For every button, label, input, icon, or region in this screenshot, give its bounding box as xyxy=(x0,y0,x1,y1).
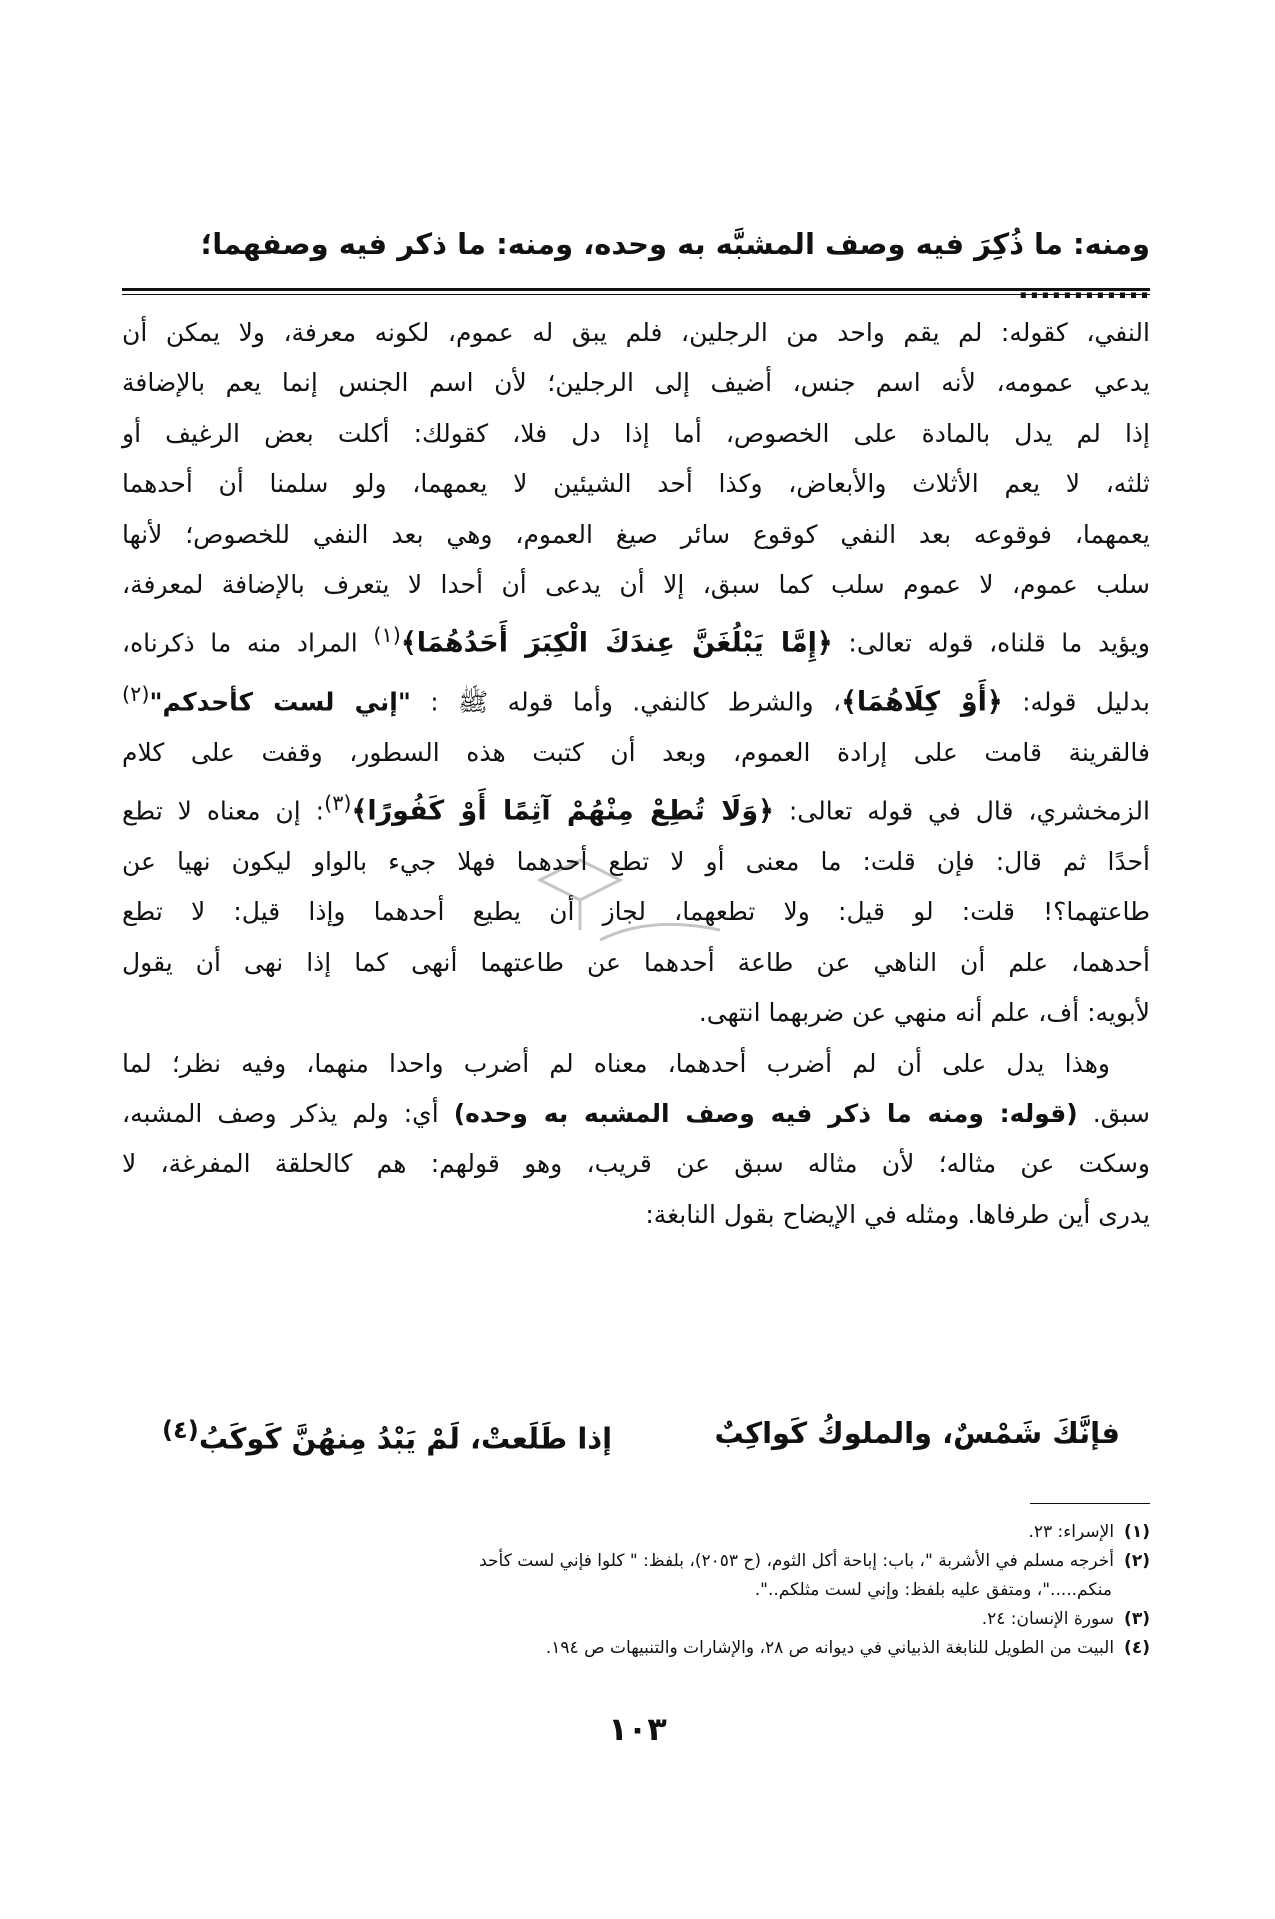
footnote xyxy=(122,1605,1150,1634)
text-segment: بدليل قوله: xyxy=(1002,687,1150,717)
text-line: لأبويه: أف، علم أنه منهي عن ضربهما انتهى. xyxy=(698,998,1150,1028)
library-stamp-watermark xyxy=(520,820,740,980)
footnote-number: (٤) xyxy=(1124,1638,1150,1658)
text-line: وسكت عن مثاله؛ لأن مثاله سبق عن قريب، وهو قولهم: هم كالحلقة المفرغة، لا xyxy=(122,1149,1150,1179)
footnote-separator xyxy=(1030,1503,1150,1504)
footnote-number: (٢) xyxy=(1124,1551,1150,1571)
header-rule xyxy=(122,288,1150,291)
text-segment: المراد منه ما ذكرناه، xyxy=(122,628,374,658)
footnote-text: البيت من الطويل للنابغة الذبياني في ديوانه ص ٢٨، والإشارات والتنبيهات ص ١٩٤. xyxy=(545,1638,1115,1658)
text-line: يدرى أين طرفاها. ومثله في الإيضاح بقول النابغة: xyxy=(645,1199,1150,1229)
text-line: ثلثه، لا يعم الأثلاث والأبعاض، وكذا أحد الشيئين لا يعمهما، ولو سلمنا أن أحدهما xyxy=(122,469,1150,499)
footnote-text-continued: منكم....."، ومتفق عليه بلفظ: وإني لست مثلكم..". xyxy=(754,1580,1112,1600)
verse-hemistich-2 xyxy=(162,1416,612,1456)
text-segment: ويؤيد ما قلناه، قوله تعالى: xyxy=(832,628,1150,658)
text-line xyxy=(122,669,1150,728)
text-segment: الزمخشري، قال في قوله تعالى: xyxy=(773,796,1150,826)
footnote-number: (٣) xyxy=(1124,1609,1150,1629)
footnote-ref: (٢) xyxy=(122,682,150,707)
footnote-ref: (٣) xyxy=(324,791,352,816)
running-header: ومنه: ما ذُكِرَ فيه وصف المشبَّه به وحده، ومنه: ما ذكر فيه وصفهما؛ ............ xyxy=(200,227,1150,305)
text-segment: سبق. xyxy=(1077,1099,1150,1129)
text-segment: أي: ولم يذكر وصف المشبه، xyxy=(122,1099,454,1129)
text-line: يعمهما، فوقوعه بعد النفي كوقوع سائر صيغ العموم، وهي بعد النفي للخصوص؛ لأنها xyxy=(122,519,1150,549)
header-rule-thin xyxy=(122,294,1150,295)
footnote xyxy=(122,1634,1150,1663)
footnote-ref: (١) xyxy=(373,623,401,648)
text-line: النفي، كقوله: لم يقم واحد من الرجلين، فلم يبق له عموم، لكونه معرفة، ولا يمكن أن xyxy=(122,318,1150,347)
text-line xyxy=(122,610,1150,669)
text-line: أحدًا ثم قال: فإن قلت: ما معنى أو لا تطع أحدهما فهلا جيء بالواو ليكون نهيا عن xyxy=(122,847,1150,877)
poetry-verse xyxy=(122,1416,1150,1456)
footnotes xyxy=(122,1518,1150,1663)
quran-verse: ﴿أَوْ كِلَاهُمَا﴾ xyxy=(841,686,1003,718)
footnote-number: (١) xyxy=(1124,1522,1150,1542)
commentary-quote: (قوله: ومنه ما ذكر فيه وصف المشبه به وحده) xyxy=(453,1099,1078,1129)
text-segment: إذا طَلَعتْ، لَمْ يَبْدُ مِنهُنَّ كَوكَبُ xyxy=(198,1421,613,1456)
text-line: وهذا يدل على أن لم أضرب أحدهما، معناه لم أضرب واحدا منهما، وفيه نظر؛ لما xyxy=(122,1048,1110,1078)
footnote xyxy=(122,1547,1150,1605)
text-line: سلب عموم، لا عموم سلب كما سبق، إلا أن يدعى أن أحدا لا يتعرف بالإضافة لمعرفة، xyxy=(122,570,1150,600)
verse-hemistich-1: فإنَّكَ شَمْسٌ، والملوكُ كَواكِبٌ xyxy=(714,1416,1120,1450)
page-number: ١٠٣ xyxy=(608,1710,667,1748)
text-line: يدعي عمومه، لأنه اسم جنس، أضيف إلى الرجلين؛ لأن اسم الجنس إنما يعم بالإضافة xyxy=(122,368,1150,398)
quran-verse: ﴿وَلَا تُطِعْ مِنْهُمْ آثِمًا أَوْ كَفُورًا﴾ xyxy=(351,795,774,827)
footnote-text: أخرجه مسلم في الأشربة "، باب: إباحة أكل الثوم، (ح ٢٠٥٣)، بلفظ: " كلوا فإني لست كأحد xyxy=(479,1551,1115,1571)
footnote xyxy=(122,1518,1150,1547)
footnote-text: الإسراء: ٢٣. xyxy=(1028,1522,1115,1542)
text-line: فالقرينة قامت على إرادة العموم، وبعد أن كتبت هذه السطور، وقفت على كلام xyxy=(122,737,1150,767)
text-line: إذا لم يدل بالمادة على الخصوص، أما إذا دل فلا، كقولك: أكلت بعض الرغيف أو xyxy=(122,418,1150,448)
footnote-ref: (٤) xyxy=(162,1416,199,1444)
quran-verse: ﴿إِمَّا يَبْلُغَنَّ عِندَكَ الْكِبَرَ أَحَدُهُمَا﴾ xyxy=(400,627,833,659)
text-segment: : إن معناه لا تطع xyxy=(122,796,325,826)
text-segment: ، والشرط كالنفي. وأما قوله ﷺ : xyxy=(410,687,842,717)
main-text xyxy=(122,308,1150,1240)
text-line: طاعتهما؟! قلت: لو قيل: ولا تطعهما، لجاز أن يطيع أحدهما وإذا قيل: لا تطع xyxy=(122,897,1150,927)
footnote-text: سورة الإنسان: ٢٤. xyxy=(981,1609,1115,1629)
text-line: أحدهما، علم أن الناهي عن طاعة أحدهما عن طاعتهما أنهى كما إذا نهى أن يقول xyxy=(122,947,1150,977)
hadith-quote: "إني لست كأحدكم" xyxy=(149,687,411,717)
text-line xyxy=(122,1089,1150,1139)
